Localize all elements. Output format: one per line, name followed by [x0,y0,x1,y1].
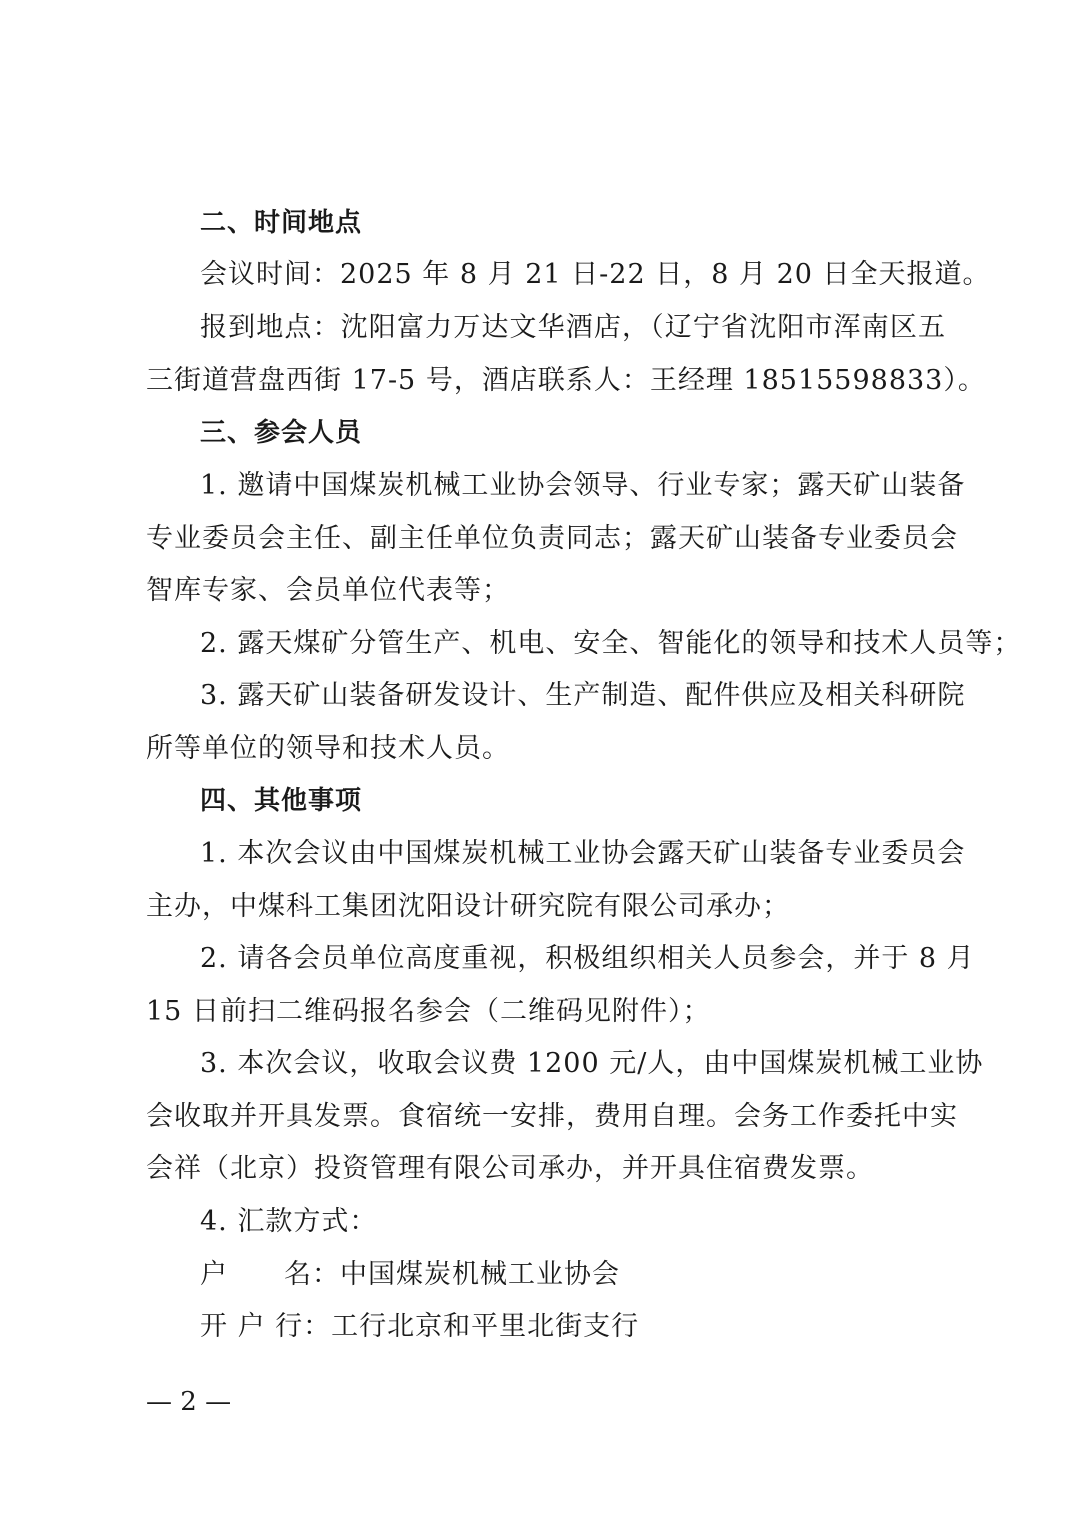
account-name-value: 中国煤炭机械工业协会 [340,1259,620,1290]
bank-value: 工行北京和平里北街支行 [331,1311,640,1342]
location-line-1: 报到地点：沈阳富力万达文华酒店，（辽宁省沈阳市浑南区五 [200,312,946,343]
other-item-4-line-1: 4. 汇款方式： [200,1206,378,1237]
other-item-3-line-3: 会祥（北京）投资管理有限公司承办，并开具住宿费发票。 [146,1153,874,1184]
attendees-item-1-line-2: 专业委员会主任、副主任单位负责同志；露天矿山装备专业委员会 [146,523,958,554]
section-heading-attendees: 三、参会人员 [200,418,363,448]
other-item-1-line-1: 1. 本次会议由中国煤炭机械工业协会露天矿山装备专业委员会 [200,838,966,869]
section-heading-other-matters: 四、其他事项 [200,786,363,816]
other-item-2-line-2: 15 日前扫二维码报名参会（二维码见附件）； [146,996,711,1027]
account-name-row [200,1255,946,1295]
location-line-2: 三街道营盘西街 17-5 号，酒店联系人：王经理 18515598833）。 [146,365,986,396]
meeting-time-line: 会议时间：2025 年 8 月 21 日-22 日，8 月 20 日全天报道。 [200,259,991,290]
attendees-item-3-line-2: 所等单位的领导和技术人员。 [146,733,510,764]
attendees-item-1-line-3: 智库专家、会员单位代表等； [146,575,510,606]
other-item-3-line-2: 会收取并开具发票。食宿统一安排，费用自理。会务工作委托中实 [146,1101,958,1132]
other-item-3-line-1: 3. 本次会议，收取会议费 1200 元/人，由中国煤炭机械工业协 [200,1048,984,1079]
bank-label: 开 户 行： [200,1311,332,1342]
other-item-2-line-1: 2. 请各会员单位高度重视，积极组织相关人员参会，并于 8 月 [200,943,975,974]
account-name-label: 户 名： [200,1259,340,1290]
attendees-item-3-line-1: 3. 露天矿山装备研发设计、生产制造、配件供应及相关科研院 [200,680,966,711]
attendees-item-1-line-1: 1. 邀请中国煤炭机械工业协会领导、行业专家；露天矿山装备 [200,470,966,501]
section-heading-time-location: 二、时间地点 [200,208,363,238]
bank-row [200,1307,946,1347]
attendees-item-2-line-1: 2. 露天煤矿分管生产、机电、安全、智能化的领导和技术人员等； [200,628,1022,659]
other-item-1-line-2: 主办，中煤科工集团沈阳设计研究院有限公司承办； [146,891,790,922]
page-number: — 2 — [146,1387,232,1417]
